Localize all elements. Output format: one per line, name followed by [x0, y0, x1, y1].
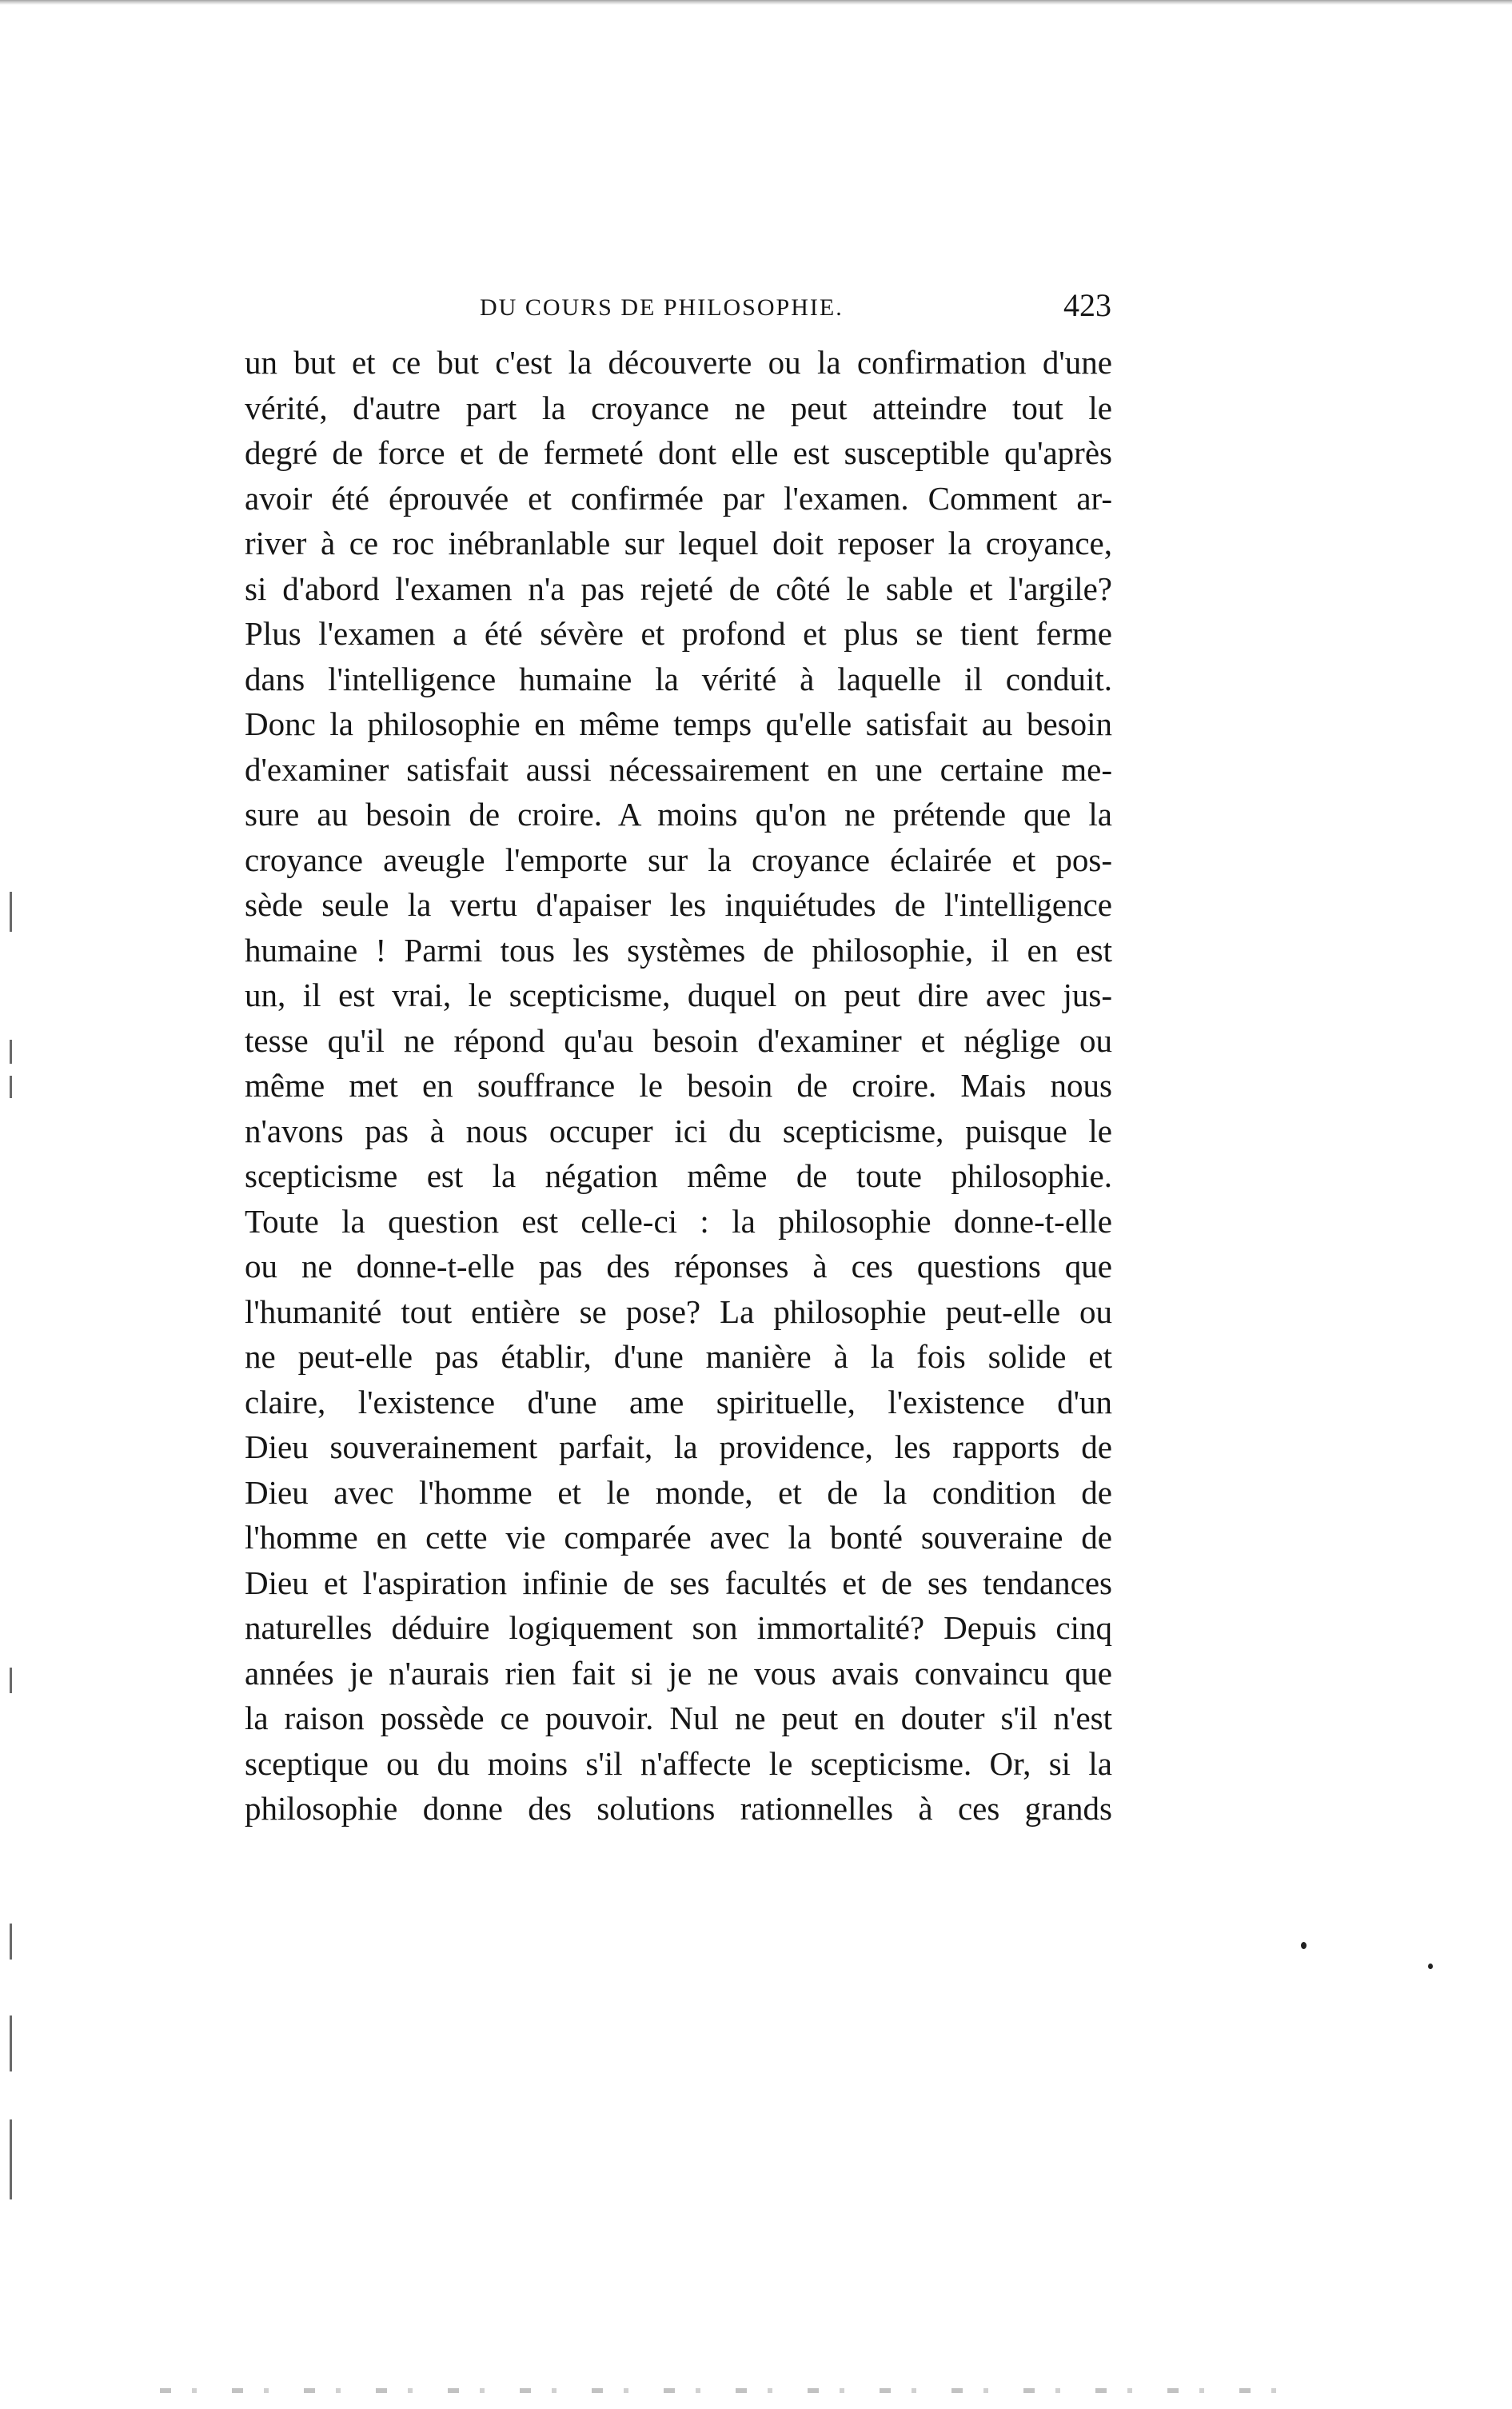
running-head-title: DU COURS DE PHILOSOPHIE.: [480, 294, 844, 321]
margin-mark: [10, 1040, 12, 1064]
scan-edge-top: [0, 0, 1512, 5]
text-line: même met en souffrance le besoin de croire. Mais nous: [245, 1067, 1112, 1104]
text-line: ou ne donne-t-elle pas des réponses à ces questions que: [245, 1248, 1112, 1284]
text-line: sceptique ou du moins s'il n'affecte le scepticisme. Or, si la: [245, 1744, 1112, 1782]
text-line: croyance aveugle l'emporte sur la croyance éclairée et pos-: [245, 841, 1112, 878]
text-line: ne peut-elle pas établir, d'une manière à la fois solide et: [245, 1338, 1112, 1375]
text-line: dans l'intelligence humaine la vérité à laquelle il conduit.: [245, 660, 1112, 697]
text-line: Toute la question est celle-ci : la philosophie donne-t-elle: [245, 1202, 1112, 1240]
text-line: humaine ! Parmi tous les systèmes de philosophie, il en est: [245, 931, 1112, 969]
scan-edge-bottom: [160, 2388, 1279, 2393]
text-line: années je n'aurais rien fait si je ne vous avais convaincu que: [245, 1654, 1112, 1692]
text-line: sède seule la vertu d'apaiser les inquiétudes de l'intelligence: [245, 886, 1112, 923]
text-line: tesse qu'il ne répond qu'au besoin d'examiner et néglige ou: [245, 1021, 1112, 1059]
text-line: sure au besoin de croire. A moins qu'on ne prétende que la: [245, 796, 1112, 833]
text-line: Dieu souverainement parfait, la providence, les rapports de: [245, 1428, 1112, 1465]
text-line: d'examiner satisfait aussi nécessairement en une certaine me-: [245, 750, 1112, 788]
text-line: un but et ce but c'est la découverte ou la confirmation d'une: [245, 344, 1112, 381]
text-line: un, il est vrai, le scepticisme, duquel on peut dire avec jus-: [245, 977, 1112, 1013]
text-line: vérité, d'autre part la croyance ne peut atteindre tout le: [245, 389, 1112, 426]
text-line: Plus l'examen a été sévère et profond et plus se tient ferme: [245, 615, 1112, 652]
running-head: [240, 286, 1119, 334]
text-line: philosophie donne des solutions rationnelles à ces grands: [245, 1790, 1112, 1827]
page-number: 423: [1063, 287, 1111, 323]
text-line: n'avons pas à nous occuper ici du scepticisme, puisque le: [245, 1112, 1112, 1149]
text-line: la raison possède ce pouvoir. Nul ne peut en douter s'il n'est: [245, 1700, 1112, 1736]
text-line: Dieu avec l'homme et le monde, et de la condition de: [245, 1473, 1112, 1511]
text-line: degré de force et de fermeté dont elle est susceptible qu'après: [245, 434, 1112, 471]
text-line: si d'abord l'examen n'a pas rejeté de côté le sable et l'argile?: [245, 569, 1112, 607]
margin-mark: [10, 892, 12, 932]
ink-speck: [1428, 1964, 1433, 1969]
text-line: l'homme en cette vie comparée avec la bonté souveraine de: [245, 1519, 1112, 1556]
text-line: Donc la philosophie en même temps qu'elle satisfait au besoin: [245, 705, 1112, 742]
text-line: scepticisme est la négation même de toute philosophie.: [245, 1157, 1112, 1194]
margin-mark: [10, 1924, 12, 1960]
text-line: river à ce roc inébranlable sur lequel doit reposer la croyance,: [245, 525, 1112, 561]
margin-mark: [10, 2015, 12, 2071]
text-line: claire, l'existence d'une ame spirituelle, l'existence d'un: [245, 1383, 1112, 1420]
ink-speck: [1301, 1942, 1307, 1949]
body-text: [245, 340, 1112, 1832]
text-line: Dieu et l'aspiration infinie de ses facultés et de ses tendances: [245, 1564, 1112, 1601]
text-line: avoir été éprouvée et confirmée par l'examen. Comment ar-: [245, 479, 1112, 517]
margin-mark: [10, 2119, 12, 2199]
text-line: naturelles déduire logiquement son immortalité? Depuis cinq: [245, 1609, 1112, 1646]
margin-mark: [10, 1668, 12, 1693]
text-line: l'humanité tout entière se pose? La philosophie peut-elle ou: [245, 1292, 1112, 1330]
margin-mark: [10, 1076, 12, 1098]
